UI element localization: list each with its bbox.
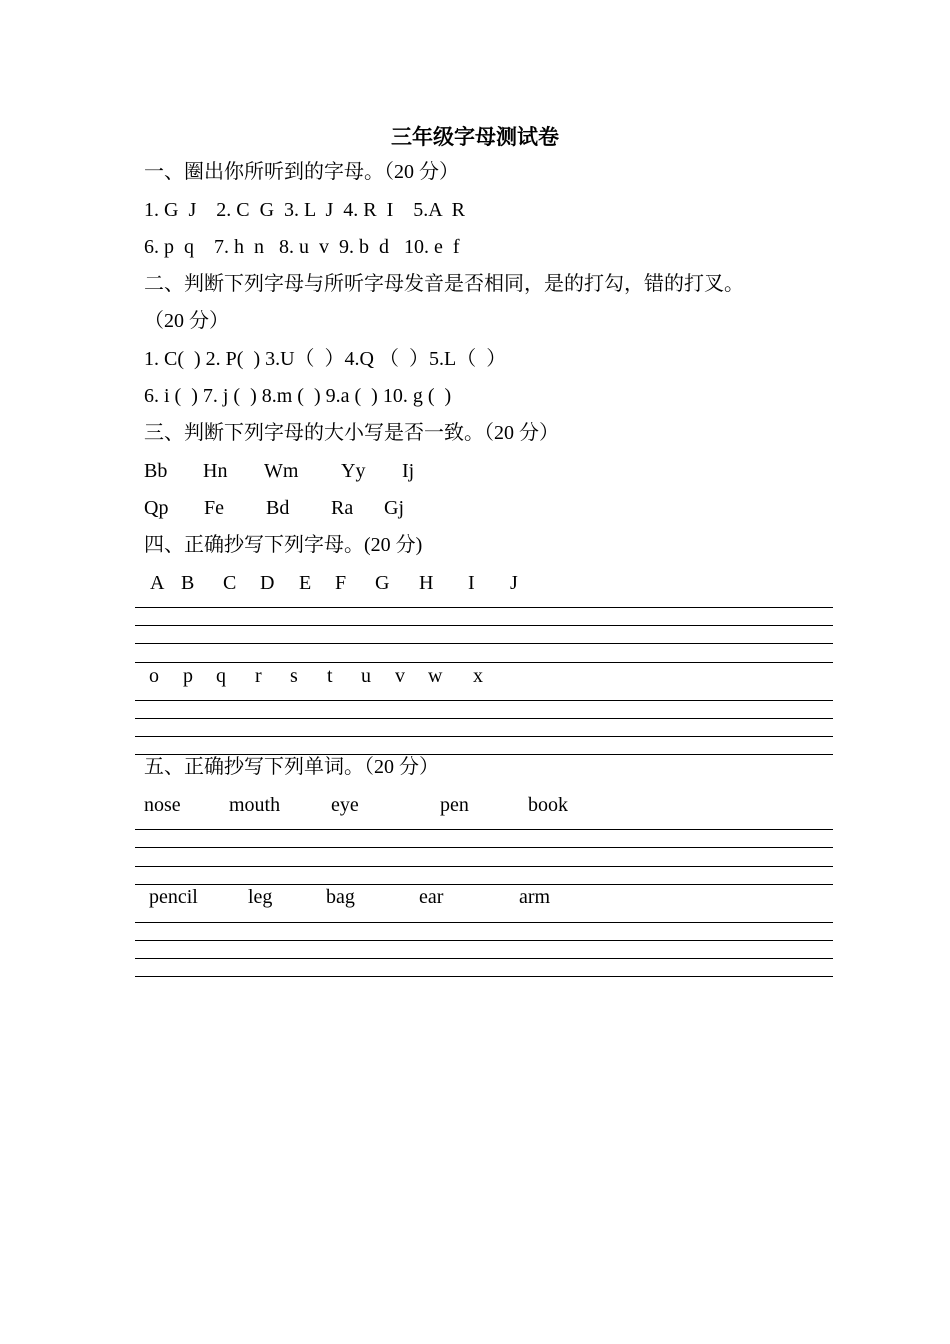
word: book [528, 794, 568, 816]
letter: I [468, 572, 475, 594]
letter-pair: Ra [331, 497, 354, 519]
letter: A [150, 572, 165, 594]
writing-line [135, 976, 833, 977]
letter-pair: Bb [144, 460, 168, 482]
letter: x [473, 665, 483, 687]
letter: u [361, 665, 371, 687]
word: nose [144, 794, 181, 816]
word: eye [331, 794, 359, 816]
word: bag [326, 886, 355, 908]
letter: C [223, 572, 237, 594]
letter: p [183, 665, 193, 687]
letter: q [216, 665, 226, 687]
word: ear [419, 886, 444, 908]
writing-line [135, 736, 833, 737]
letter: G [375, 572, 390, 594]
word: leg [248, 886, 273, 908]
page-title: 三年级字母测试卷 [391, 125, 559, 149]
writing-line [135, 940, 833, 941]
section3-heading: 三、判断下列字母的大小写是否一致。（20 分） [144, 422, 559, 444]
section2-heading: 二、判断下列字母与所听字母发音是否相同，是的打勾，错的打叉。 [144, 273, 744, 295]
section4-heading: 四、正确抄写下列字母。(20 分) [144, 534, 423, 556]
letter-pair: Hn [203, 460, 228, 482]
writing-line [135, 700, 833, 701]
letter-pair: Gj [384, 497, 404, 519]
writing-line [135, 958, 833, 959]
writing-line [135, 847, 833, 848]
section1-heading: 一、圈出你所听到的字母。（20 分） [144, 161, 459, 183]
letter-pair: Yy [341, 460, 366, 482]
letter-pair: Fe [204, 497, 224, 519]
word: pencil [149, 886, 198, 908]
section1-line2: 6. p q 7. h n 8. u v 9. b d 10. e f [144, 236, 460, 258]
uppercase-letters-row [0, 569, 950, 597]
letter: D [260, 572, 275, 594]
section2-heading-cont: （20 分） [144, 310, 229, 332]
letter: F [335, 572, 347, 594]
writing-line [135, 866, 833, 867]
letter: B [181, 572, 195, 594]
section5-heading: 五、正确抄写下列单词。（20 分） [144, 756, 439, 778]
writing-line [135, 643, 833, 644]
lowercase-letters-row [0, 662, 950, 690]
word: arm [519, 886, 551, 908]
letter-pair: Bd [266, 497, 290, 519]
writing-line [135, 829, 833, 830]
word: pen [440, 794, 469, 816]
letter-pair: Ij [402, 460, 415, 482]
letter: t [327, 665, 333, 687]
letter-pairs-row-1 [0, 457, 950, 485]
section2-line1: 1. C( ) 2. P( ) 3.U（ ）4.Q （ ）5.L（ ） [144, 348, 507, 370]
letter-pair: Qp [144, 497, 169, 519]
writing-line [135, 922, 833, 923]
letter-pair: Wm [264, 460, 299, 482]
word: mouth [229, 794, 281, 816]
letter: E [299, 572, 312, 594]
letter: H [419, 572, 434, 594]
letter: w [428, 665, 443, 687]
writing-line [135, 607, 833, 608]
letter-pairs-row-2 [0, 494, 950, 522]
letter: v [395, 665, 405, 687]
letter: J [510, 572, 518, 594]
writing-line [135, 718, 833, 719]
letter: o [149, 665, 159, 687]
words-row-2 [0, 883, 950, 911]
section2-line2: 6. i ( ) 7. j ( ) 8.m ( ) 9.a ( ) 10. g ( ) [144, 385, 452, 407]
letter: s [290, 665, 298, 687]
letter: r [255, 665, 262, 687]
words-row-1 [0, 791, 950, 819]
writing-line [135, 625, 833, 626]
section1-line1: 1. G J 2. C G 3. L J 4. R I 5.A R [144, 199, 465, 221]
